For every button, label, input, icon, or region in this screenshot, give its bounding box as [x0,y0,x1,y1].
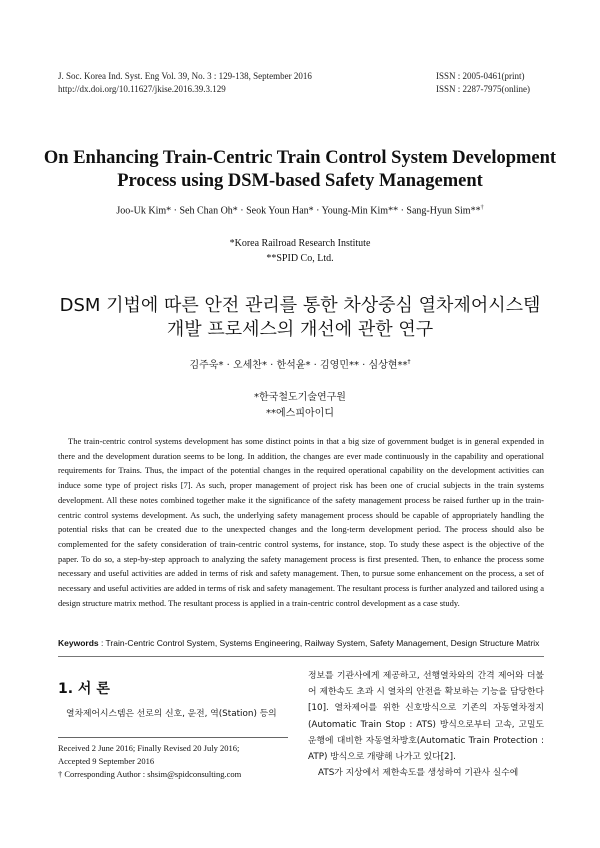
title-en-line1: On Enhancing Train-Centric Train Control System Development [43,148,557,168]
body-left-paragraph: 열차제어시스템은 선로의 신호, 운전, 역(Station) 등의 [66,709,277,719]
section-heading: 1. 서 론 [58,681,110,697]
keywords-label: Keywords [58,638,99,648]
footnote-divider [58,737,288,738]
footnote-received: Received 2 June 2016; Finally Revised 20 July 2016; [58,743,240,753]
body-right-paragraph: 정보를 기관사에게 제공하고, 선행열차와의 간격 제어와 더불어 제한속도 초과 시 열차의 안전을 확보하는 기능을 담당한다[10]. 열차제어를 위한 신호방식으로 기존의 자동열차정지(Automatic Train Stop : ATS) 방식으로부터 고속, 고밀도 운행에 대비한 자동열차방호(Automatic Train Protection : ATP) 방식으로 개량해 나가고 있다[2]. [308,671,544,763]
body-right-paragraph-2: ATS가 지상에서 제한속도를 생성하여 기관사 실수에 [318,768,519,778]
issn-print: ISSN : 2005-0461(print) [436,71,525,81]
title-ko-line1: DSM 기법에 따른 안전 관리를 통한 차상중심 열차제어시스템 [59,295,541,316]
doi-link[interactable]: http://dx.doi.org/10.11627/jkise.2016.39.3.129 [58,84,226,94]
keywords-text: : Train-Centric Control System, Systems Engineering, Railway System, Safety Management, Design Structure Matrix [98,638,540,648]
authors-en [40,205,560,216]
affiliation-en-2: **SPID Co, Ltd. [266,253,334,264]
affiliation-en-1: *Korea Railroad Research Institute [229,238,371,249]
journal-citation: J. Soc. Korea Ind. Syst. Eng Vol. 39, No. 3 : 129-138, September 2016 [58,71,312,81]
keywords [58,638,548,648]
issn-online: ISSN : 2287-7975(online) [436,84,530,94]
keywords-divider [58,656,544,657]
corresponding-mark: † [480,205,484,211]
title-ko-line2: 개발 프로세스의 개선에 관한 연구 [166,319,434,340]
title-en-line2: Process using DSM-based Safety Management [117,171,483,191]
authors-en-names: Joo-Uk Kim* · Seh Chan Oh* · Seok Youn Han* · Young-Min Kim** · Sang-Hyun Sim** [116,205,481,217]
affiliation-ko-1: *한국철도기술연구원 [254,392,346,403]
abstract: The train-centric control systems development has some distinct points in that a big size of government budget is in general expended in there and the development duration seems to be long. In addition, the changes are ever made continuously in the capability and operational requirements for Trains. Thus, the impact of the potential changes in the required operational capability on the development activities can induce some type of project risks [7]. As such, proper management of project risk has been one of crucial subjects in the train systems development. All these notes combined together make it the significance of the safety management process be raised further up in the train-centric control systems development. As such, the underlying safety management process should be capable of appropriately handling the potential risks that can be created due to the unexpected changes and the long-term development period. The process should also be complemented for the safety consideration of train-centric control systems, for instance, stop. To study these aspect is the objective of the paper. To do so, a step-by-step approach to analyzing the safety management process is first presented. Then, to enhance the process some necessary and useful activities are added in terms of risk and safety management. Then, to pursue some enhancement on the process, a set of necessary and useful activities are added in terms of risk and safety management. The resultant process is further analyzed and tailored using a design structure matrix method. The resultant process is applied in a train-centric control development as a case study. [58,436,544,608]
footnote-corresponding: † Corresponding Author : shsim@spidconsulting.com [58,769,242,779]
corresponding-mark-ko: † [407,358,411,366]
affiliation-ko-2: **에스피아이디 [266,408,334,419]
authors-ko [40,356,560,371]
footnote-accepted: Accepted 9 September 2016 [58,756,155,766]
authors-ko-names: 김주욱* · 오세찬* · 한석윤* · 김영민** · 심상현** [189,360,408,371]
